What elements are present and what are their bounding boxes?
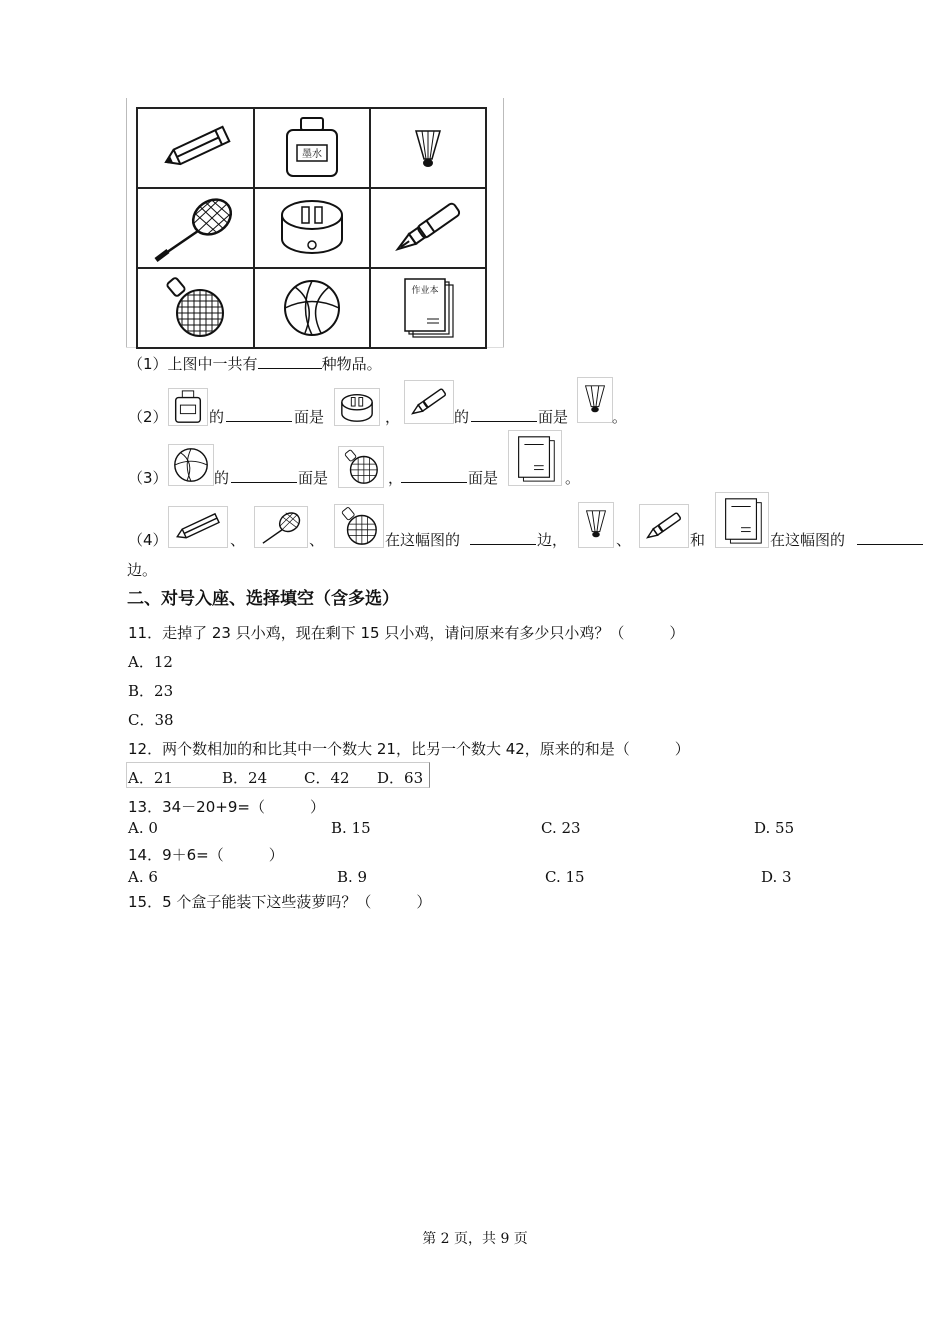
separator: 、 [616, 531, 632, 549]
question-text: 面是 [298, 469, 329, 487]
question-text: 的 [454, 408, 470, 426]
badminton-racket-icon [146, 191, 246, 265]
option-b[interactable]: B. 9 [337, 868, 368, 886]
question-text: 。 [565, 469, 581, 487]
option-c[interactable]: C. 15 [545, 868, 585, 886]
notebook-icon [715, 492, 769, 548]
pencil-icon [168, 506, 228, 548]
ping-pong-paddle-icon [156, 273, 236, 343]
answer-blank[interactable] [857, 529, 923, 545]
question-text: 在这幅图的 [385, 531, 461, 549]
question-number: （1） [128, 355, 168, 373]
option-b[interactable]: B. 15 [331, 819, 371, 837]
grid-cell [370, 268, 486, 348]
question-text: ， [388, 469, 404, 487]
question-text: 的 [209, 408, 225, 426]
question-text: ， [385, 408, 401, 426]
option-d[interactable]: D. 3 [761, 868, 792, 886]
grid-cell [254, 108, 370, 188]
page-footer: 第 2 页，共 9 页 [422, 1231, 528, 1247]
pencil-sharpener-icon [272, 195, 352, 261]
option-c[interactable]: C. 23 [541, 819, 581, 837]
option-d[interactable]: D．63 [377, 769, 424, 787]
question-13-stem: 13．34－20+9=（ ） [128, 798, 325, 816]
pencil-sharpener-icon [334, 388, 380, 426]
option-a[interactable]: A．12 [128, 653, 173, 671]
question-text: 面是 [294, 408, 325, 426]
option-c[interactable]: C．42 [304, 769, 350, 787]
question-text: 面是 [538, 408, 569, 426]
fountain-pen-icon [383, 195, 473, 261]
basketball-icon [168, 444, 214, 486]
pencil-icon [151, 118, 241, 178]
badminton-racket-icon [254, 506, 308, 548]
option-b[interactable]: B．24 [222, 769, 268, 787]
ping-pong-paddle-icon [334, 504, 384, 548]
ping-pong-paddle-icon [338, 446, 384, 488]
shuttlecock-icon [578, 502, 614, 548]
basketball-icon [277, 275, 347, 341]
question-15-stem: 15．5 个盒子能装下这些菠萝吗？（ ） [128, 893, 432, 911]
question-text: 面是 [468, 469, 499, 487]
question-number: （2） [128, 408, 168, 426]
fountain-pen-icon [404, 380, 454, 424]
answer-blank[interactable] [226, 406, 292, 422]
question-14-stem: 14．9＋6=（ ） [128, 846, 284, 864]
notebook-icon [508, 430, 562, 486]
shuttlecock-icon [577, 377, 613, 423]
grid-cell [254, 268, 370, 348]
option-a[interactable]: A. 0 [128, 819, 158, 837]
ink-label: 墨水 [302, 149, 323, 160]
option-b[interactable]: B．23 [128, 682, 174, 700]
grid-cell [137, 268, 254, 348]
question-text: 边。 [127, 561, 158, 579]
option-c[interactable]: C．38 [128, 711, 174, 729]
grid-cell [137, 108, 254, 188]
question-text: 上图中一共有 [167, 355, 258, 373]
answer-blank[interactable] [231, 467, 297, 483]
question-number: （3） [128, 469, 168, 487]
answer-blank[interactable] [258, 353, 322, 369]
answer-blank[interactable] [471, 406, 537, 422]
notebook-icon [393, 275, 463, 341]
grid-frame-line [503, 98, 504, 348]
option-a[interactable]: A．21 [128, 769, 173, 787]
question-text: 种物品。 [321, 355, 382, 373]
option-d[interactable]: D. 55 [754, 819, 795, 837]
question-text: 在这幅图的 [770, 531, 846, 549]
ink-bottle-icon [168, 388, 208, 426]
ink-bottle-icon [267, 115, 357, 181]
question-text: 的 [214, 469, 230, 487]
answer-blank[interactable] [470, 529, 536, 545]
grid-cell [254, 188, 370, 268]
grid-cell [137, 188, 254, 268]
fountain-pen-icon [639, 504, 689, 548]
grid-frame-line [126, 98, 127, 348]
question-text: 和 [690, 531, 706, 549]
option-a[interactable]: A. 6 [128, 868, 158, 886]
question-11-stem: 11．走掉了 23 只小鸡，现在剩下 15 只小鸡，请问原来有多少只小鸡？（ ） [128, 624, 685, 642]
section-title: 二、对号入座、选择填空（含多选） [127, 589, 399, 609]
shuttlecock-icon [408, 123, 448, 173]
question-text: 边， [537, 531, 568, 549]
items-picture-grid [136, 107, 487, 349]
notebook-label: 作业本 [411, 286, 439, 296]
question-10-1 [128, 353, 382, 374]
separator: 、 [309, 531, 325, 549]
question-12-stem: 12．两个数相加的和比其中一个数大 21，比另一个数大 42，原来的和是（ ） [128, 740, 690, 758]
grid-cell [370, 188, 486, 268]
separator: 、 [230, 531, 246, 549]
grid-cell [370, 108, 486, 188]
answer-blank[interactable] [401, 467, 467, 483]
question-text: 。 [612, 408, 628, 426]
question-number: （4） [128, 531, 168, 549]
